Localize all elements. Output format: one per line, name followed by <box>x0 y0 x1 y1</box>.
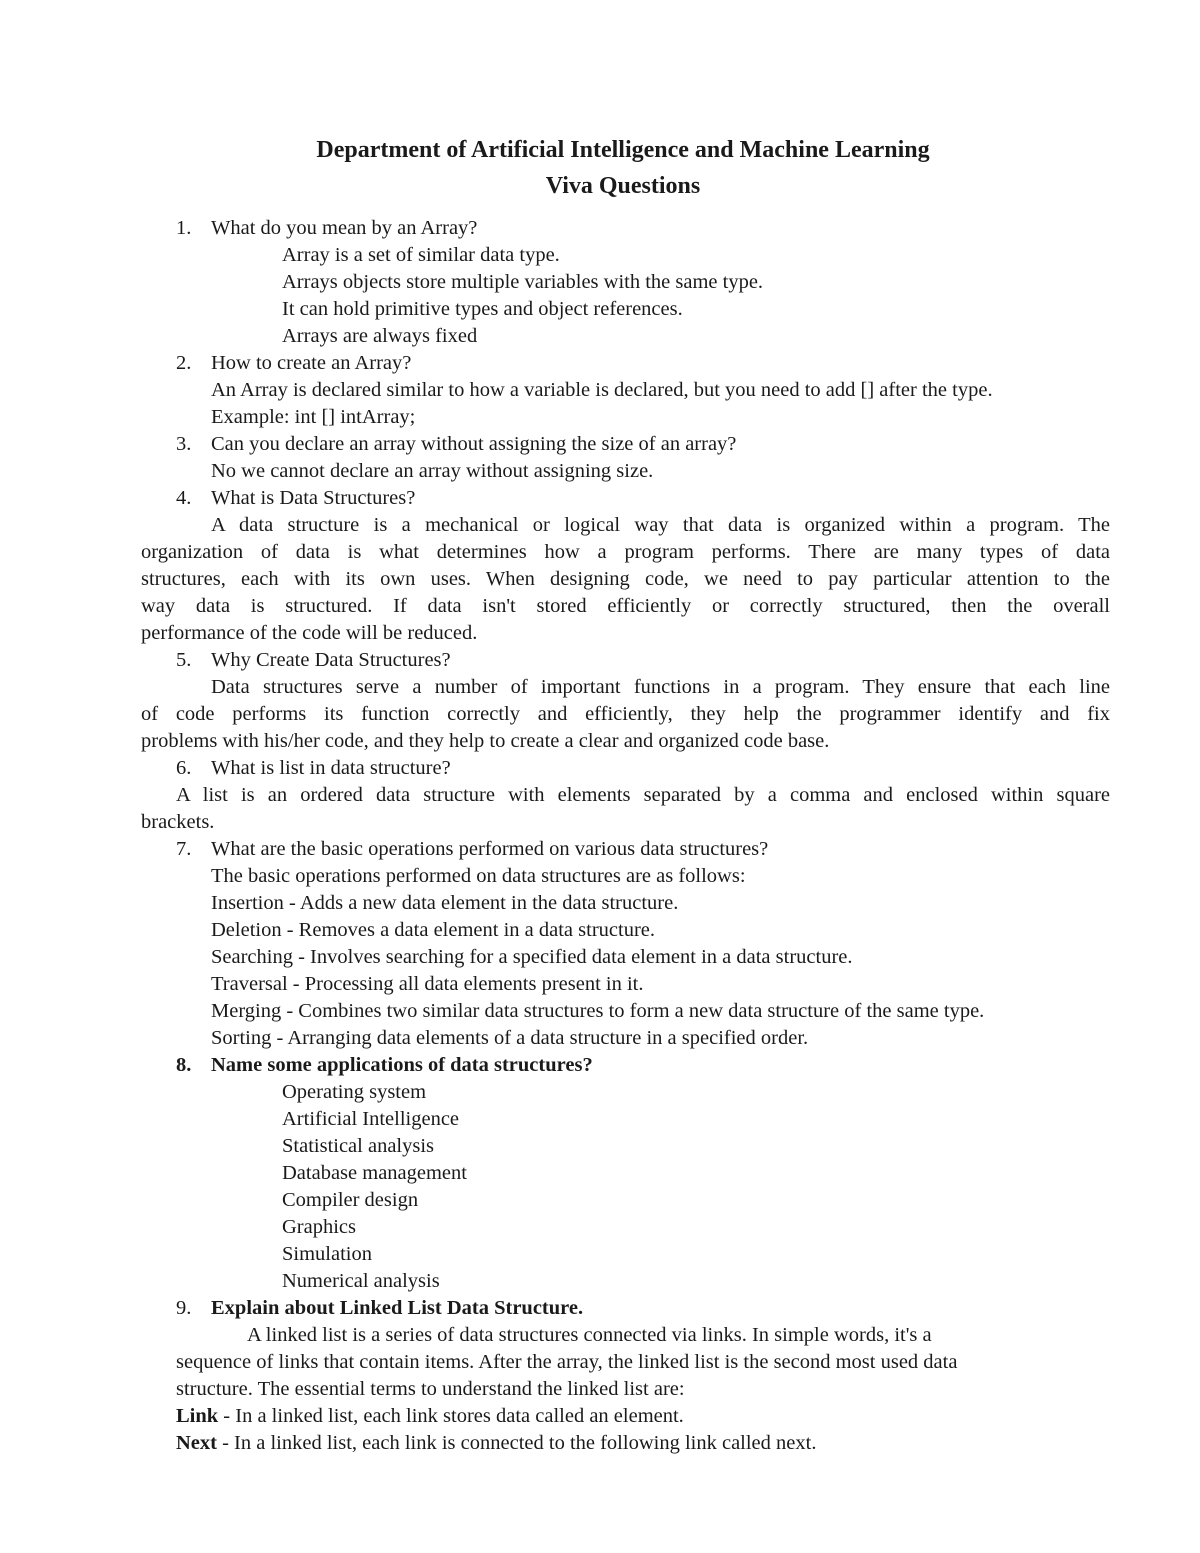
term-description: - In a linked list, each link is connected to the following link called next. <box>216 1432 817 1454</box>
question-number: 2. <box>176 352 192 374</box>
question-number: 5. <box>176 649 192 671</box>
answer-line: Arrays are always fixed <box>282 325 478 347</box>
answer-line: No we cannot declare an array without assigning size. <box>211 460 654 482</box>
question-number: 8. <box>176 1054 192 1076</box>
question-text: How to create an Array? <box>211 352 412 374</box>
question-text: What is list in data structure? <box>211 757 451 779</box>
answer-line: Sorting - Arranging data elements of a data structure in a specified order. <box>211 1027 809 1049</box>
term-definition <box>176 1430 816 1457</box>
answer-paragraph-line: problems with his/her code, and they help to create a clear and organized code base. <box>141 730 830 752</box>
question-text: Why Create Data Structures? <box>211 649 451 671</box>
list-item: Graphics <box>282 1216 357 1238</box>
answer-paragraph-line: of code performs its function correctly and efficiently, they help the programmer identify and fix <box>141 703 1110 725</box>
answer-line: It can hold primitive types and object references. <box>282 298 683 320</box>
question-number: 7. <box>176 838 192 860</box>
answer-paragraph-line: structures, each with its own uses. When designing code, we need to pay particular attention to the <box>141 568 1110 590</box>
answer-line: A linked list is a series of data structures connected via links. In simple words, it's a <box>247 1324 932 1346</box>
answer-line: The basic operations performed on data structures are as follows: <box>211 865 746 887</box>
answer-line: Array is a set of similar data type. <box>282 244 560 266</box>
answer-line: Example: int [] intArray; <box>211 406 416 428</box>
term-definition <box>176 1403 684 1430</box>
question-text: Can you declare an array without assigning the size of an array? <box>211 433 737 455</box>
question-text: Explain about Linked List Data Structure. <box>211 1297 584 1319</box>
answer-line: sequence of links that contain items. After the array, the linked list is the second most used data <box>176 1351 958 1373</box>
answer-paragraph-line: Data structures serve a number of important functions in a program. They ensure that each line <box>211 676 1110 698</box>
list-item: Operating system <box>282 1081 427 1103</box>
list-item: Numerical analysis <box>282 1270 440 1292</box>
answer-paragraph-line: A list is an ordered data structure with elements separated by a comma and enclosed within square <box>176 784 1110 806</box>
question-number: 9. <box>176 1297 192 1319</box>
list-item: Artificial Intelligence <box>282 1108 460 1130</box>
answer-paragraph-line: organization of data is what determines how a program performs. There are many types of data <box>141 541 1110 563</box>
answer-paragraph-line: brackets. <box>141 811 215 833</box>
term-label: Next <box>176 1432 217 1454</box>
term-label: Link <box>176 1405 219 1427</box>
question-number: 4. <box>176 487 192 509</box>
department-title: Department of Artificial Intelligence and Machine Learning <box>316 137 930 163</box>
answer-line: Deletion - Removes a data element in a data structure. <box>211 919 655 941</box>
question-text: What do you mean by an Array? <box>211 217 478 239</box>
question-text: What are the basic operations performed on various data structures? <box>211 838 769 860</box>
list-item: Statistical analysis <box>282 1135 435 1157</box>
answer-line: structure. The essential terms to understand the linked list are: <box>176 1378 685 1400</box>
answer-line: Searching - Involves searching for a specified data element in a data structure. <box>211 946 853 968</box>
answer-line: Merging - Combines two similar data structures to form a new data structure of the same type. <box>211 1000 985 1022</box>
list-item: Compiler design <box>282 1189 419 1211</box>
answer-line: Arrays objects store multiple variables with the same type. <box>282 271 764 293</box>
question-number: 6. <box>176 757 192 779</box>
list-item: Database management <box>282 1162 467 1184</box>
answer-line: Insertion - Adds a new data element in the data structure. <box>211 892 679 914</box>
answer-paragraph-line: A data structure is a mechanical or logical way that data is organized within a program. The <box>211 514 1110 536</box>
question-text: What is Data Structures? <box>211 487 416 509</box>
question-number: 3. <box>176 433 192 455</box>
document-subtitle: Viva Questions <box>545 173 701 199</box>
question-number: 1. <box>176 217 192 239</box>
term-description: - In a linked list, each link stores data called an element. <box>218 1405 684 1427</box>
question-text: Name some applications of data structures? <box>211 1054 593 1076</box>
list-item: Simulation <box>282 1243 372 1265</box>
answer-paragraph-line: way data is structured. If data isn't stored efficiently or correctly structured, then the overall <box>141 595 1110 617</box>
answer-paragraph-line: performance of the code will be reduced. <box>141 622 478 644</box>
answer-line: Traversal - Processing all data elements present in it. <box>211 973 644 995</box>
answer-line: An Array is declared similar to how a variable is declared, but you need to add [] after the type. <box>211 379 993 401</box>
